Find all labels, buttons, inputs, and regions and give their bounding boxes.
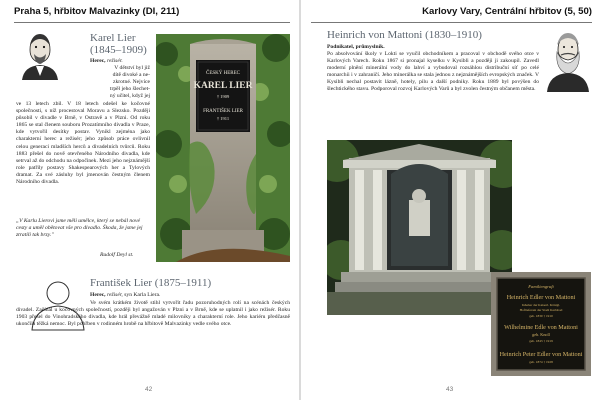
header-rule — [311, 22, 592, 23]
narrow-line: trpěl jeho šlechet- — [109, 86, 150, 93]
page-number-right: 43 — [446, 386, 454, 393]
entry2-years: (1875–1911) — [154, 277, 212, 289]
karel-lier-portrait — [16, 30, 64, 80]
entry2-lead-rest: syn Karla Liera. — [124, 292, 161, 298]
running-head-right: Karlovy Vary, Centrální hřbitov (5, 50) — [422, 6, 592, 17]
plaque-line: geb. 1830 † 1910 — [529, 314, 553, 318]
quote-author: Rudolf Deyl st. — [100, 252, 134, 258]
entry2-lead-bold: Herec, — [90, 292, 106, 298]
tomb-inscription-line: ČESKÝ HEREC — [205, 71, 241, 76]
entry3-years: (1830–1910) — [425, 29, 482, 41]
page-number-left: 42 — [145, 386, 153, 393]
entry2-heading — [90, 278, 211, 289]
entry1-years: (1845–1909) — [90, 44, 147, 56]
plaque-line: Heinrich Peter Edler von Mattoni — [499, 351, 583, 358]
narrow-line: zkrotné. Nejvíce — [113, 79, 150, 86]
entry2-lead-italic: režisér, — [107, 292, 123, 298]
lier-tomb-photo — [156, 34, 290, 262]
plaque-line: Inhaber der Kaiserl. Königl. — [521, 303, 561, 307]
entry1-body: ve 13 letech zbil. V 18 letech odešel ke kočovné společnosti, s níž procestoval Moravu a Slezsko. Později působil v divadle v Brně, v Ostravě a v Plzni. Od roku 1865 se stal členem souboru Prozatímního divadla v Praze, kde vytvořil desítky postav. Vynikl zejména jako charakterní herec a režisér; jeho způsob práce ovlivnil celou generaci mladších herců a divadelních tvůrců. Roku 1883 přešel do nově otevřeného Národního divadla, kde setrval až do odchodu na odpočinek. Mezi jeho nejznámější role patřily postavy Shakespearových her a Tylových dramat. Za své zásluhy byl jmenován čestným členem Národního divadla. — [16, 101, 150, 186]
mattoni-plaque-photo — [491, 272, 591, 376]
entry1-name: Karel Lier — [90, 32, 136, 44]
entry3-name: Heinrich von Mattoni — [327, 29, 423, 41]
mattoni-tomb-photo — [327, 140, 512, 315]
plaque-line: Heinrich Edler von Mattoni — [506, 294, 576, 301]
entry1-narrow-text — [90, 65, 150, 100]
right-page — [301, 0, 600, 400]
entry1-lead-italic: režisér. — [107, 58, 123, 64]
narrow-line: ný učitel, když jej — [109, 93, 150, 100]
narrow-line: dítě divoké a ne- — [112, 72, 150, 79]
plaque-line: geb. 1843 † 1919 — [529, 339, 553, 343]
tomb-inscription-line: † 1909 — [216, 94, 230, 99]
entry3-body: Po absolvování školy v Lokti se vyučil obchodníkem a pracoval v obchodě svého otce v Karlových Varech. Roku 1867 si pronajal kyselku v Kysibli a později ji zakoupil. Zavedl moderní plnění minerální vody do lahví a vybudoval rozsáhlou distribuční síť po celé monarchii i v zahraničí. Jeho minerálka se stala jednou z nejznámějších evropských značek. V Kysibli nechal postavit lázně, hotely, pilu a další podniky. Roku 1889 byl povýšen do šlechtického stavu. Podporoval rozvoj Karlových Varů a byl zvolen čestným občanem města. — [327, 51, 539, 93]
entry3-lead-bold: Podnikatel, průmyslník. — [327, 44, 385, 50]
plaque-line: geb. Knoll — [532, 332, 550, 337]
mattoni-portrait — [543, 30, 593, 92]
entry2-name: František Lier — [90, 277, 153, 289]
plaque-line: geb. 1874 † 1928 — [529, 360, 553, 364]
plaque-line: Hoflieferant der Stadt Karlsbad — [519, 308, 563, 312]
tomb-inscription-line: KAREL LIER — [193, 81, 253, 91]
tomb-inscription-line: FRANTIŠEK LIER — [203, 109, 243, 114]
entry2-lead — [90, 292, 290, 299]
plaque-line: Wilhelmine Edle von Mattoni — [504, 324, 578, 331]
entry3-heading — [327, 30, 482, 41]
plaque-line: Familiengruft — [528, 284, 554, 289]
left-page — [0, 0, 299, 400]
running-head-left: Praha 5, hřbitov Malvazinky (DI, 211) — [14, 6, 180, 17]
narrow-line: V dětství byl již — [114, 65, 150, 71]
entry1-lead-bold: Herec, — [90, 58, 106, 64]
entry1-quote: „V Karlu Lierovi jsme měli umělce, který se nebál nové cesty a uměl obětovat vše pro divadlo. Škoda, že jsme jej ztratili tak brzy." — [16, 218, 143, 239]
entry2-body: Ve svém krátkém životě stihl vytvořit řadu pozoruhodných rolí na scénách českých divadel. Začínal u kočovných společností, později byl angažován v Plzni a v Brně, kde se uplatnil i jako režisér. Roku 1903 přešel do Vinohradského divadla, kde hrál převážně mladé milovníky a charakterní role. Jeho kariéru předčasně ukončila těžká nemoc. Byl pohřben v rodinném hrobě na hřbitově Malvazinky vedle svého otce. — [16, 300, 290, 328]
tomb-inscription-line: † 1911 — [216, 116, 230, 121]
header-rule — [14, 22, 290, 23]
